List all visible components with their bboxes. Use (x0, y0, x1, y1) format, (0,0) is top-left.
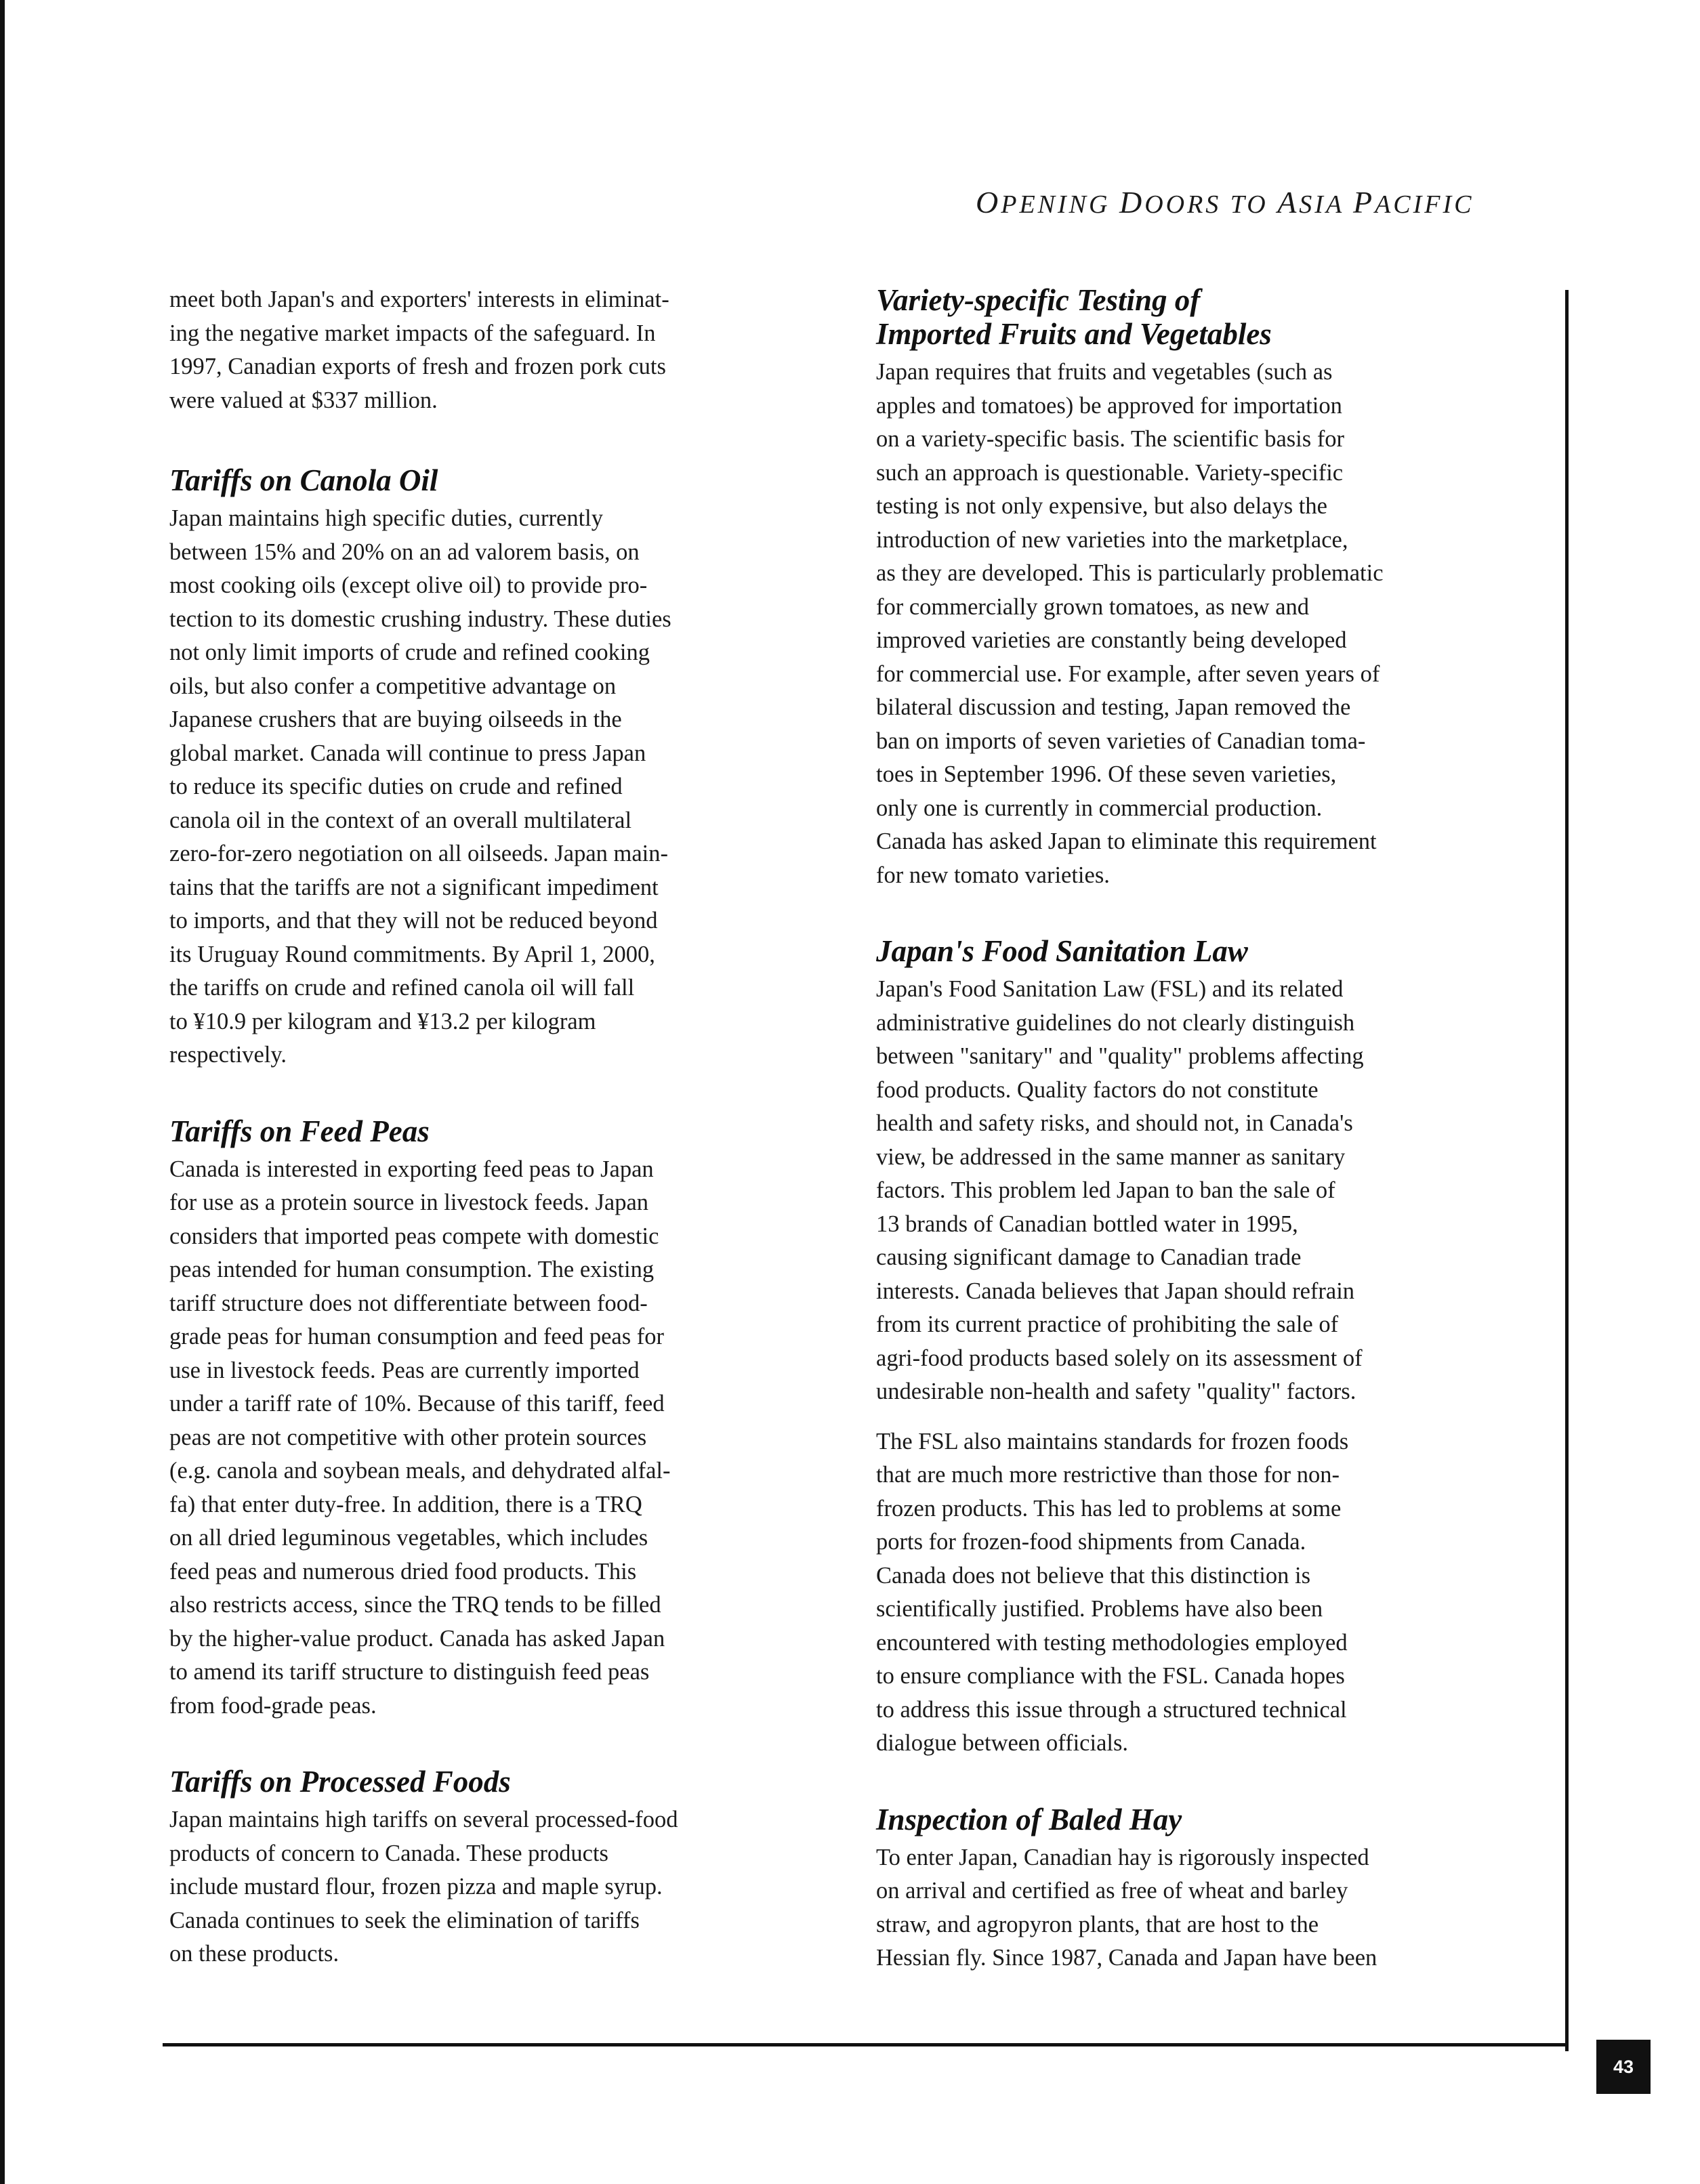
section-heading: Inspection of Baled Hay (876, 1802, 1182, 1836)
section-canola-oil (169, 463, 769, 1072)
running-header-part: PENING (1001, 190, 1119, 219)
running-header-part: O (976, 185, 1001, 219)
horizontal-rule (163, 2043, 1569, 2046)
left-column (169, 283, 769, 2013)
section-heading: Tariffs on Processed Foods (169, 1765, 511, 1799)
section-paragraph: Japan maintains high specific duties, currently between 15% and 20% on an ad valorem basis, on most cooking oils (except olive oil) to provide pro- tection to its domestic crushing industry. These duties not only limit imports of crude and refined cooking oils, but also confer a competitive advantage on Japanese crushers that are buying oilseeds in the global market. Canada will continue to press Japan to reduce its specific duties on crude and refined canola oil in the context of an overall multilateral zero-for-zero negotiation on all oilseeds. Japan main- tains that the tariffs are not a significant impediment to imports, and that they will not be reduced beyond its Uruguay Round commitments. By April 1, 2000, the tariffs on crude and refined canola oil will fall to ¥10.9 per kilogram and ¥13.2 per kilogram respectively. (169, 505, 671, 1068)
section-paragraph: Japan's Food Sanitation Law (FSL) and its related administrative guidelines do not clearly distinguish between "sanitary" and "quality" problems affecting food products. Quality factors do not constitute health and safety risks, and should not, in Canada's view, be addressed in the same manner as sanitary factors. This problem led Japan to ban the sale of 13 brands of Canadian bottled water in 1995, causing significant damage to Canadian trade interests. Canada believes that Japan should refrain from its current practice of prohibiting the sale of agri-food products based solely on its assessment of undesirable non-health and safety "quality" factors. (876, 976, 1364, 1404)
section-paragraph: To enter Japan, Canadian hay is rigorously inspected on arrival and certified as free of wheat and barley straw, and agropyron plants, that are host to the Hessian fly. Since 1987, Canada and Japan have been (876, 1844, 1377, 1971)
running-header-part: A (1277, 185, 1300, 219)
right-column (876, 283, 1472, 2017)
section-processed-foods (169, 1765, 769, 1971)
section-heading: Tariffs on Feed Peas (169, 1114, 430, 1148)
running-header-part: OORS TO (1144, 190, 1278, 219)
section-paragraph: Japan requires that fruits and vegetables (such as apples and tomatoes) be approved for importation on a variety-specific basis. The scientific basis for such an approach is questionable. Variety-specific testing is not only expensive, but also delays the introduction of new varieties into the marketplace, as they are developed. This is particularly problematic for commercially grown tomatoes, as new and improved varieties are constantly being developed for commercial use. For example, after seven years of bilateral discussion and testing, Japan removed the ban on imports of seven varieties of Canadian toma- toes in September 1996. Of these seven varieties, only one is currently in commercial production. Canada has asked Japan to eliminate this requirement for new tomato varieties. (876, 359, 1384, 888)
section-paragraph: Canada is interested in exporting feed peas to Japan for use as a protein source in livestock feeds. Japan considers that imported peas compete with domestic peas intended for human consumption. The existing tariff structure does not differentiate between food- grade peas for human consumption and feed peas for use in livestock feeds. Peas are currently imported under a tariff rate of 10%. Because of this tariff, feed peas are not competitive with other protein sources (e.g. canola and soybean meals, and dehydrated alfal- fa) that enter duty-free. In addition, there is a TRQ on all dried leguminous vegetables, which includes feed peas and numerous dried food products. This also restricts access, since the TRQ tends to be filled by the higher-value product. Canada has asked Japan to amend its tariff structure to distinguish feed peas from food-grade peas. (169, 1156, 671, 1719)
page-number: 43 (1596, 2040, 1651, 2094)
section-baled-hay (876, 1803, 1472, 1975)
intro-paragraph: meet both Japan's and exporters' interests in eliminat- ing the negative market impacts of the safeguard. In 1997, Canadian exports of fresh and frozen pork cuts were valued at $337 million. (169, 287, 669, 413)
section-heading: Tariffs on Canola Oil (169, 463, 438, 497)
running-header-part: D (1119, 185, 1145, 219)
scan-edge-bar (0, 0, 5, 2184)
section-feed-peas (169, 1114, 769, 1723)
vertical-rule (1565, 290, 1569, 2051)
section-paragraph: The FSL also maintains standards for frozen foods that are much more restrictive than those for non- frozen products. This has led to problems at some ports for frozen-food shipments from Canada. Canada does not believe that this distinction is scientifically justified. Problems have also been encountered with testing methodologies employed to ensure compliance with the FSL. Canada hopes to address this issue through a structured technical dialogue between officials. (876, 1428, 1349, 1756)
running-header-part: SIA (1299, 190, 1353, 219)
intro-section (169, 283, 769, 417)
running-header (976, 184, 1565, 220)
section-paragraph: Japan maintains high tariffs on several processed-food products of concern to Canada. These products include mustard flour, frozen pizza and maple syrup. Canada continues to seek the elimination of tariffs on these products. (169, 1807, 678, 1967)
running-header-part: P (1352, 185, 1375, 219)
section-heading: Variety-specific Testing of Imported Fruits and Vegetables (876, 283, 1272, 351)
running-header-part: ACIFIC (1375, 190, 1474, 219)
section-food-sanitation-law (876, 934, 1472, 1761)
section-variety-testing (876, 283, 1472, 892)
section-heading: Japan's Food Sanitation Law (876, 934, 1248, 968)
